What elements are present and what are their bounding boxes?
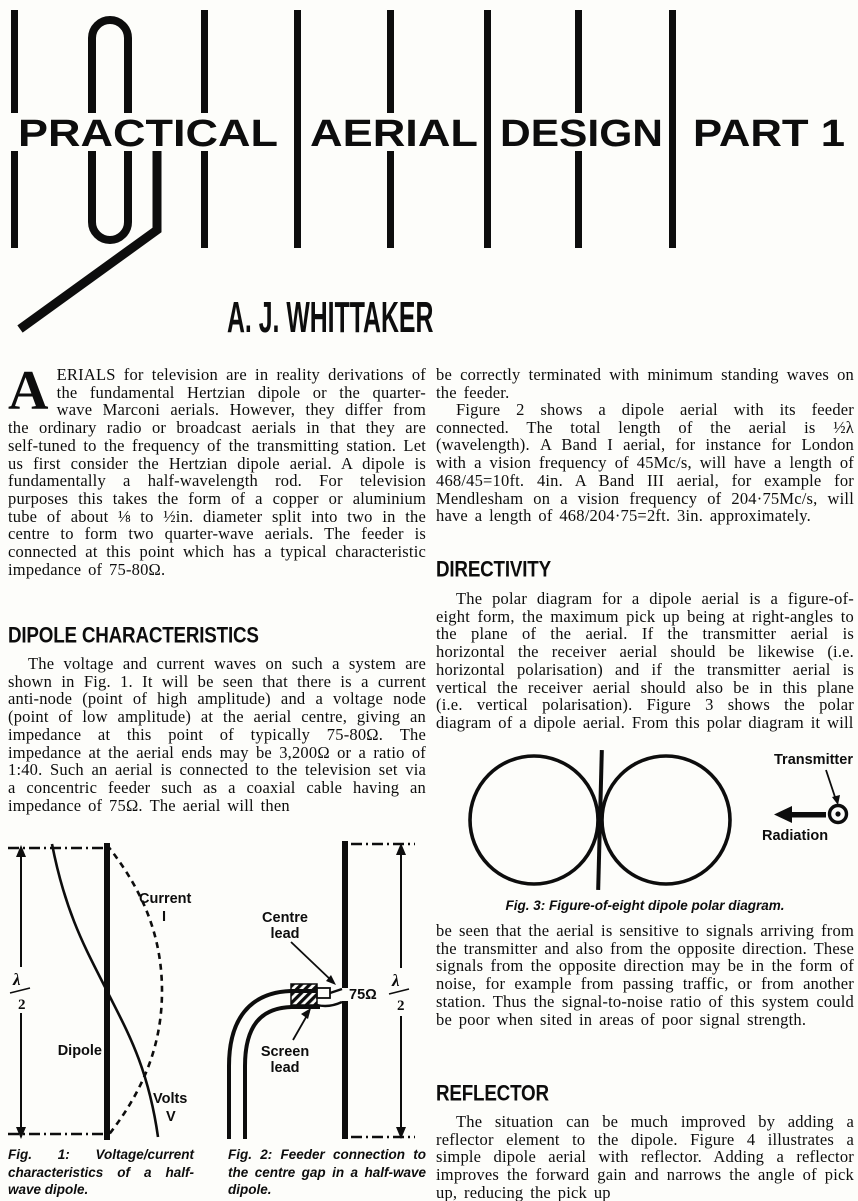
section-heading-directivity: DIRECTIVITY xyxy=(436,557,551,582)
fig3-transmitter-label: Transmitter xyxy=(774,752,853,768)
fig2-screen-lead-wire xyxy=(317,1002,342,1006)
fig2-centre-lead-label-1: Centre xyxy=(262,910,308,926)
fig2-two-label: 2 xyxy=(397,998,405,1014)
fig3-left-lobe xyxy=(470,756,598,884)
left-column-body xyxy=(8,655,426,814)
fig3-radiation-arrow-shaft xyxy=(790,812,826,818)
header-banner xyxy=(0,0,858,345)
figure-3-caption: Fig. 3: Figure-of-eight dipole polar diagram. xyxy=(505,898,785,913)
fig3-radiation-arrowhead xyxy=(774,806,792,823)
reflector-paragraph: The situation can be much improved by adding a reflector element to the dipole. Figure 4 illustrates a simple dipole aerial with reflector. Adding a reflector improves the forward gain and narrows the angle of pick up, reducing the pick up xyxy=(436,1112,854,1201)
left-column-intro xyxy=(8,360,426,579)
author-name: A. J. WHITTAKER xyxy=(227,294,434,343)
fig1-volts-label: Volts xyxy=(153,1091,188,1107)
fig3-dipole-axis xyxy=(598,750,602,890)
feeder-termination-paragraph: be correctly terminated with minimum standing waves on the feeder. xyxy=(436,365,854,402)
page-title-word-4: PART 1 xyxy=(693,113,845,155)
page-title-word-2: AERIAL xyxy=(310,113,478,155)
intro-text: ERIALS for television are in reality derivations of the fundamental Hertzian dipole or the quarter-wave Marconi aerials. However, they differ from the ordinary radio or broadcast aerials in that they are self-tuned to the frequency of the transmitting station. Let us first consider the Hertzian dipole aerial. A dipole is fundamentally a half-wavelength rod. For television purposes this takes the form of a copper or aluminium tube of about ⅛ to ½in. diameter split into two in the centre to form two quarter-wave aerials. The feeder is connected at this point which has a typical characteristic impedance of 75-80Ω. xyxy=(8,365,426,579)
fig2-screen-lead-label-2: lead xyxy=(270,1060,300,1076)
intro-paragraph xyxy=(8,360,426,579)
figure-3-polar-diagram xyxy=(430,744,858,896)
fig1-current-label: Current xyxy=(139,891,192,907)
fig3-radiation-label: Radiation xyxy=(762,828,829,844)
fig2-centre-lead-wire xyxy=(330,989,342,993)
section-heading-reflector: REFLECTOR xyxy=(436,1081,549,1106)
section-heading-dipole-characteristics: DIPOLE CHARACTERISTICS xyxy=(8,623,259,648)
page-title xyxy=(18,113,845,155)
figure-2-feeder-connection-diagram xyxy=(225,838,430,1143)
fig2-ferrule xyxy=(317,988,330,998)
fig2-connector-block xyxy=(291,984,317,1005)
fig1-volts-symbol: V xyxy=(166,1109,176,1125)
figure-1-voltage-current-diagram xyxy=(6,841,208,1143)
right-column-top xyxy=(436,366,854,401)
figure-2-caption: Fig. 2: Feeder connection to the centre gap in a half-wave dipole. xyxy=(228,1147,426,1197)
page-title-word-1: PRACTICAL xyxy=(18,113,278,155)
page-title-word-3: DESIGN xyxy=(500,113,663,155)
fig2-screen-lead-arrowhead xyxy=(301,1008,311,1019)
fig3-right-lobe xyxy=(602,756,730,884)
dropcap-letter: A xyxy=(8,360,49,422)
fig2-impedance-label: 75Ω xyxy=(349,987,377,1003)
fig3-transmitter-symbol-dot xyxy=(835,811,840,816)
fig2-screen-lead-label-1: Screen xyxy=(260,1044,310,1060)
fig2-centre-lead-label-2: lead xyxy=(270,926,300,942)
aerial-length-paragraph: Figure 2 shows a dipole aerial with its feeder connected. The total length of the aerial is ½λ (wavelength). A Band I aerial, for instance for London with a vision frequency of 45Mc/s, will have a length of 468/45=10ft. 4in. A Band III aerial, for example for Mendlesham on a vision frequency of 204·75Mc/s, will have a length of 468/204·75=2ft. 3in. approximately. xyxy=(436,400,854,526)
signal-noise-paragraph: be seen that the aerial is sensitive to signals arriving from the transmitter and also from the opposite direction. These signals from the opposite direction may be in the form of noise, for example from passing traffic, or from another station. Thus the signal-to-noise ratio of this system could be poor when sited in areas of poor signal strength. xyxy=(436,921,854,1029)
fig2-lambda-label: λ xyxy=(392,971,400,990)
figure-1-caption: Fig. 1: Voltage/current characteristics of a half-wave dipole. xyxy=(8,1147,194,1197)
fig2-centre-lead-arrow xyxy=(291,942,333,982)
fig3-transmitter-pointer-head xyxy=(832,795,840,805)
fig1-dipole-label: Dipole xyxy=(57,1043,102,1059)
dipole-characteristics-paragraph: The voltage and current waves on such a system are shown in Fig. 1. It will be seen that there is a current anti-node (point of high amplitude) and a voltage node (point of low amplitude) at the aerial centre, giving an impedance at this point of typically 75-80Ω. The impedance at the aerial ends may be 3,200Ω or a ratio of 1:40. Such an aerial is connected to the television set via a concentric feeder such as a coaxial cable having an impedance of 75Ω. The aerial will then xyxy=(8,654,426,815)
fig1-lambda-label: λ xyxy=(13,970,21,989)
polar-diagram-paragraph: The polar diagram for a dipole aerial is a figure-of-eight form, the maximum pick up being at right-angles to the plane of the aerial. If the transmitter aerial is horizontal the receiver aerial should be likewise (i.e. horizontal polarisation) and if the transmitter aerial is vertical the receiver aerial should also be in this plane (i.e. vertical polarisation). Figure 3 shows the polar diagram of a dipole aerial. From this polar diagram it will xyxy=(436,589,854,732)
fig1-current-symbol: I xyxy=(162,909,167,925)
fig3-transmitter-pointer xyxy=(826,770,836,800)
fig1-two-label: 2 xyxy=(18,997,26,1013)
